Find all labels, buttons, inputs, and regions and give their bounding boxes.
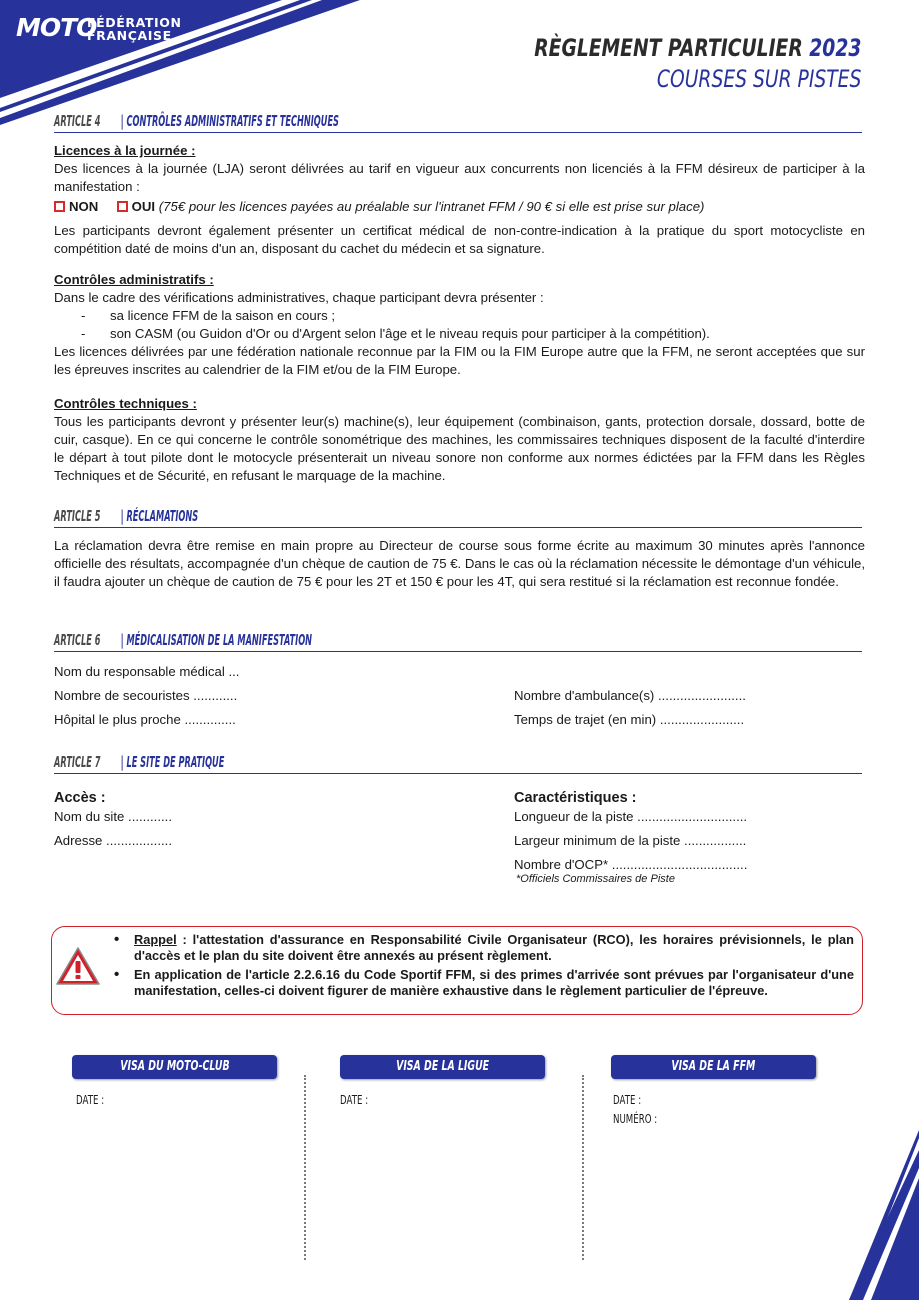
tech-text: Tous les participants devront y présenter leur(s) machine(s), leur équipement (combinaison, gants, protection dorsale, dossard, botte de cuir, casque). En ce qui concerne le contrôle sonométrique des machines, les commissaires techniques disposent de la faculté d'interdire le départ à tout pilote dont le motocycle présenterait un niveau sonore non conforme aux normes édictées par la FFM dans les Règles Techniques et de Sécurité, en refusant le marquage de la machine.	[54, 414, 865, 483]
field-ambulances[interactable]: Nombre d'ambulance(s) ........................	[514, 688, 746, 703]
licences-heading: Licences à la journée :	[54, 143, 196, 158]
admin-controls-section	[54, 271, 865, 379]
characteristics-heading: Caractéristiques :	[514, 790, 637, 806]
tech-controls-section	[54, 395, 865, 485]
field-address[interactable]: Adresse ..................	[54, 833, 172, 848]
admin-heading: Contrôles administratifs :	[54, 272, 214, 287]
admin-item-licence: - sa licence FFM de la saison en cours ;	[54, 307, 865, 325]
field-site-name[interactable]: Nom du site ............	[54, 809, 172, 824]
field-travel-time[interactable]: Temps de trajet (en min) .......................	[514, 712, 745, 727]
field-min-width[interactable]: Largeur minimum de la piste .................	[514, 833, 747, 848]
checkbox-oui[interactable]	[117, 201, 128, 212]
option-note: (75€ pour les licences payées au préalable sur l'intranet FFM / 90 € si elle est prise sur place)	[158, 199, 705, 214]
federation-name: FÉDÉRATION FRANÇAISE	[87, 15, 182, 43]
ocp-footnote: *Officiels Commissaires de Piste	[516, 873, 675, 885]
footer-stripe-shape	[849, 1130, 919, 1300]
visa-moto-club-tab: VISA DU MOTO-CLUB	[72, 1055, 277, 1079]
article-5-heading: ARTICLE 5 | RÉCLAMATIONS	[54, 506, 862, 528]
field-track-length[interactable]: Longueur de la piste ..............................	[514, 809, 748, 824]
licences-text: Des licences à la journée (LJA) seront délivrées au tarif en vigueur aux concurrents non licenciés à la FFM désireux de participer à la manifestation :	[54, 161, 865, 194]
article-6-heading: ARTICLE 6 | MÉDICALISATION DE LA MANIFESTATION	[54, 630, 862, 652]
option-oui-label: OUI	[131, 199, 156, 214]
field-medical-responsible[interactable]: Nom du responsable médical ...	[54, 664, 240, 679]
reminder-item-primes: • En application de l'article 2.2.6.16 du Code Sportif FFM, si des primes d'arrivée sont prévues par l'organisateur d'une manifestation, celles-ci doivent figurer de manière exhaustive dans le règlement particulier de l'épreuve.	[114, 967, 854, 999]
ligue-date-label: DATE :	[340, 1093, 369, 1107]
admin-intro: Dans le cadre des vérifications administratives, chaque participant devra présenter :	[54, 290, 544, 305]
title-prefix: RÈGLEMENT PARTICULIER	[533, 34, 803, 62]
visa-divider-2	[582, 1075, 584, 1260]
tech-heading: Contrôles techniques :	[54, 396, 197, 411]
visa-ffm-tab: VISA DE LA FFM	[611, 1055, 816, 1079]
visa-ligue-tab: VISA DE LA LIGUE	[340, 1055, 545, 1079]
field-first-aiders[interactable]: Nombre de secouristes ............	[54, 688, 238, 703]
reminder-list	[114, 932, 854, 1002]
document-title	[442, 32, 861, 94]
reclamations-text: La réclamation devra être remise en main propre au Directeur de course sous forme écrite au maximum 30 minutes après l'annonce officielle des résultats, accompagnée d'un chèque de caution de 75 €. Dans le cas où la réclamation nécessite le démontage d'un véhicule, il faudra ajouter un chèque de caution de 75 € pour les 2T et 150 € pour les 4T, qui sera restitué si la réclamation est reconnue fondée.	[54, 538, 865, 589]
reminder-item-rco: • Rappel : l'attestation d'assurance en Responsabilité Civile Organisateur (RCO), les horaires prévisionnels, le plan d'accès et le plan du site doivent être annexés au présent règlement.	[114, 932, 854, 964]
licence-options	[54, 198, 865, 216]
moto-logo: MOTO	[16, 13, 97, 42]
access-heading: Accès :	[54, 790, 106, 806]
licences-section	[54, 142, 865, 196]
checkbox-non[interactable]	[54, 201, 65, 212]
option-non-label: NON	[69, 199, 99, 214]
admin-note: Les licences délivrées par une fédération nationale reconnue par la FIM ou la FIM Europe autre que la FFM, ne seront acceptées que sur les épreuves inscrites au calendrier de la FIM et/ou de la FIM Europe.	[54, 344, 865, 377]
title-year: 2023	[808, 34, 861, 62]
article-7-heading: ARTICLE 7 | LE SITE DE PRATIQUE	[54, 752, 862, 774]
visa-divider-1	[304, 1075, 306, 1260]
moto-club-date-label: DATE :	[76, 1093, 105, 1107]
admin-item-casm: - son CASM (ou Guidon d'Or ou d'Argent selon l'âge et le niveau requis pour participer à la compétition).	[54, 325, 865, 343]
field-nearest-hospital[interactable]: Hôpital le plus proche ..............	[54, 712, 236, 727]
document-subtitle: COURSES SUR PISTES	[656, 65, 861, 93]
field-ocp-count[interactable]: Nombre d'OCP* .....................................	[514, 857, 748, 872]
warning-icon	[55, 946, 101, 986]
reminder-label: Rappel	[134, 932, 177, 947]
ffm-number-label: NUMÉRO :	[613, 1112, 658, 1126]
ffm-date-label: DATE :	[613, 1093, 642, 1107]
article-4-heading: ARTICLE 4 | CONTRÔLES ADMINISTRATIFS ET TECHNIQUES	[54, 111, 862, 133]
medical-certificate-text: Les participants devront également présenter un certificat médical de non-contre-indication à la pratique du sport motocycliste en compétition daté de moins d'un an, disposant du cachet du médecin et sa signature.	[54, 223, 865, 256]
